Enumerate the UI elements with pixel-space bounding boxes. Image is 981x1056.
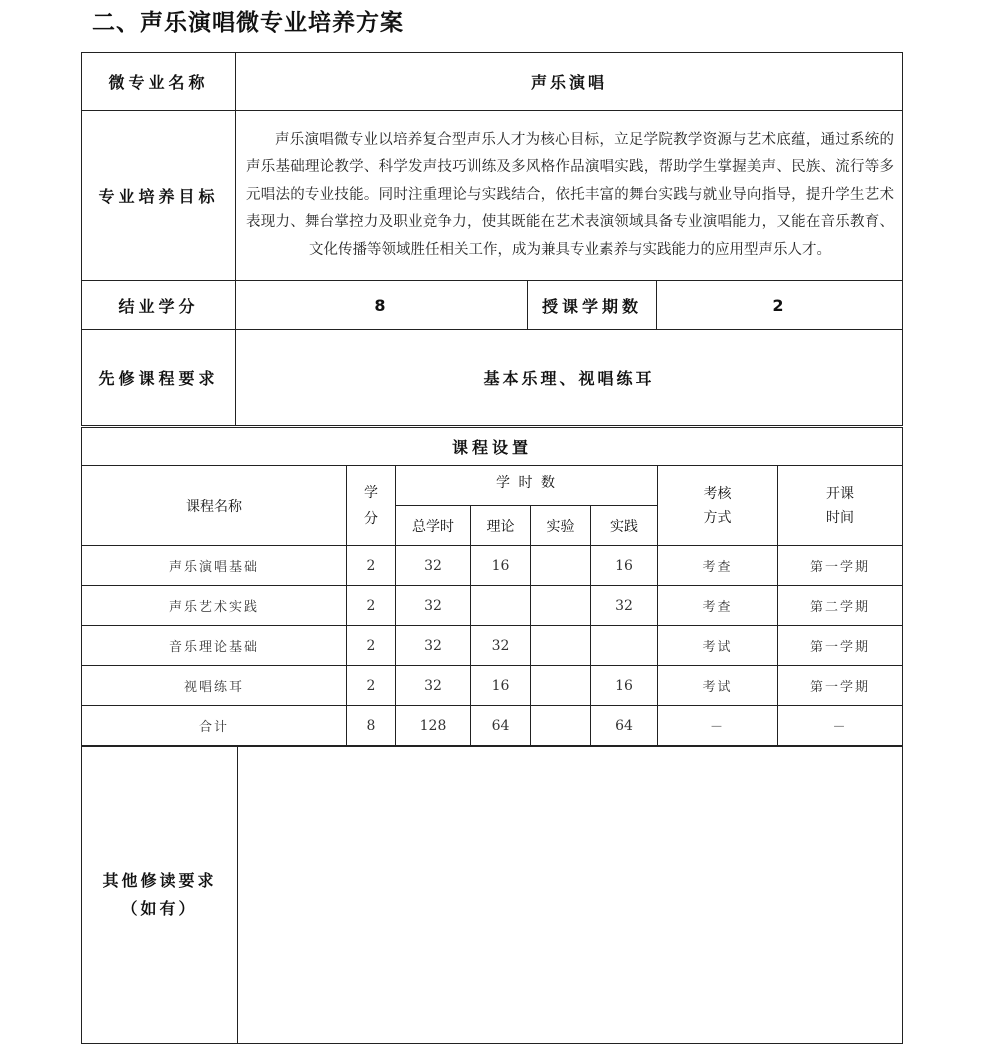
header-course-name: 课程名称 [82, 466, 347, 546]
header-credit-line-2: 分 [364, 510, 378, 527]
course-credit: 2 [347, 666, 396, 706]
info-table [81, 52, 903, 426]
course-time: 第一学期 [778, 626, 903, 666]
semesters-label: 授课学期数 [528, 281, 657, 330]
total-experiment [531, 706, 591, 746]
course-practice [591, 626, 658, 666]
semesters-value: 2 [657, 281, 903, 330]
course-experiment [531, 626, 591, 666]
total-practice: 64 [591, 706, 658, 746]
other-table [81, 746, 903, 1044]
total-assess: － [658, 706, 778, 746]
section-title: 二、声乐演唱微专业培养方案 [92, 10, 404, 36]
other-row [82, 747, 903, 1044]
header-assess-line-1: 考核 [703, 485, 732, 502]
course-credit: 2 [347, 586, 396, 626]
course-table-title: 课程设置 [82, 428, 903, 466]
table-row [82, 586, 903, 626]
other-value [238, 747, 903, 1044]
total-label: 合计 [82, 706, 347, 746]
course-credit: 2 [347, 626, 396, 666]
total-row [82, 706, 903, 746]
total-theory: 64 [471, 706, 531, 746]
course-title-row [82, 428, 903, 466]
total-credit: 8 [347, 706, 396, 746]
name-value: 声乐演唱 [236, 53, 903, 111]
header-credit [347, 466, 396, 546]
course-name: 音乐理论基础 [82, 626, 347, 666]
table-row [82, 666, 903, 706]
goal-row [82, 111, 903, 281]
course-credit: 2 [347, 546, 396, 586]
course-assess: 考查 [658, 546, 778, 586]
course-total: 32 [396, 666, 471, 706]
course-name: 声乐演唱基础 [82, 546, 347, 586]
table-row [82, 626, 903, 666]
goal-label: 专业培养目标 [82, 111, 236, 281]
course-experiment [531, 546, 591, 586]
prereq-value: 基本乐理、视唱练耳 [236, 330, 903, 426]
header-hours: 学 时 数 [396, 466, 658, 506]
course-assess: 考试 [658, 666, 778, 706]
course-time: 第一学期 [778, 546, 903, 586]
header-theory: 理论 [471, 506, 531, 546]
course-theory [471, 586, 531, 626]
other-label-line-2: （如有） [121, 899, 198, 918]
course-table [81, 427, 903, 746]
course-theory: 16 [471, 666, 531, 706]
course-theory: 32 [471, 626, 531, 666]
course-experiment [531, 666, 591, 706]
goal-cell [236, 111, 903, 281]
course-time: 第二学期 [778, 586, 903, 626]
header-credit-line-1: 学 [364, 484, 378, 501]
header-practice: 实践 [591, 506, 658, 546]
course-total: 32 [396, 586, 471, 626]
header-time-line-2: 时间 [826, 509, 854, 526]
credits-value: 8 [236, 281, 528, 330]
prereq-label: 先修课程要求 [82, 330, 236, 426]
prereq-row [82, 330, 903, 426]
header-time [778, 466, 903, 546]
course-name: 声乐艺术实践 [82, 586, 347, 626]
header-assess [658, 466, 778, 546]
course-header-row-1 [82, 466, 903, 506]
credits-row [82, 281, 903, 330]
course-assess: 考查 [658, 586, 778, 626]
course-experiment [531, 586, 591, 626]
header-experiment: 实验 [531, 506, 591, 546]
course-practice: 16 [591, 666, 658, 706]
name-label: 微专业名称 [82, 53, 236, 111]
course-total: 32 [396, 546, 471, 586]
total-hours: 128 [396, 706, 471, 746]
other-label [82, 747, 238, 1044]
credits-label: 结业学分 [82, 281, 236, 330]
course-practice: 16 [591, 546, 658, 586]
course-name: 视唱练耳 [82, 666, 347, 706]
header-total: 总学时 [396, 506, 471, 546]
other-label-line-1: 其他修读要求 [102, 871, 217, 890]
goal-text: 声乐演唱微专业以培养复合型声乐人才为核心目标，立足学院教学资源与艺术底蕴，通过系统的声乐基础理论教学、科学发声技巧训练及多风格作品演唱实践，帮助学生掌握美声、民族、流行等多元唱法的专业技能。同时注重理论与实践结合，依托丰富的舞台实践与就业导向指导，提升学生艺术表现力、舞台掌控力及职业竞争力，使其既能在艺术表演领域具备专业演唱能力，又能在音乐教育、文化传播等领域胜任相关工作，成为兼具专业素养与实践能力的应用型声乐人才。 [246, 131, 894, 258]
table-row [82, 546, 903, 586]
header-assess-line-2: 方式 [703, 509, 732, 526]
course-total: 32 [396, 626, 471, 666]
course-theory: 16 [471, 546, 531, 586]
name-row [82, 53, 903, 111]
total-time: － [778, 706, 903, 746]
course-practice: 32 [591, 586, 658, 626]
course-time: 第一学期 [778, 666, 903, 706]
course-assess: 考试 [658, 626, 778, 666]
header-time-line-1: 开课 [826, 485, 854, 502]
